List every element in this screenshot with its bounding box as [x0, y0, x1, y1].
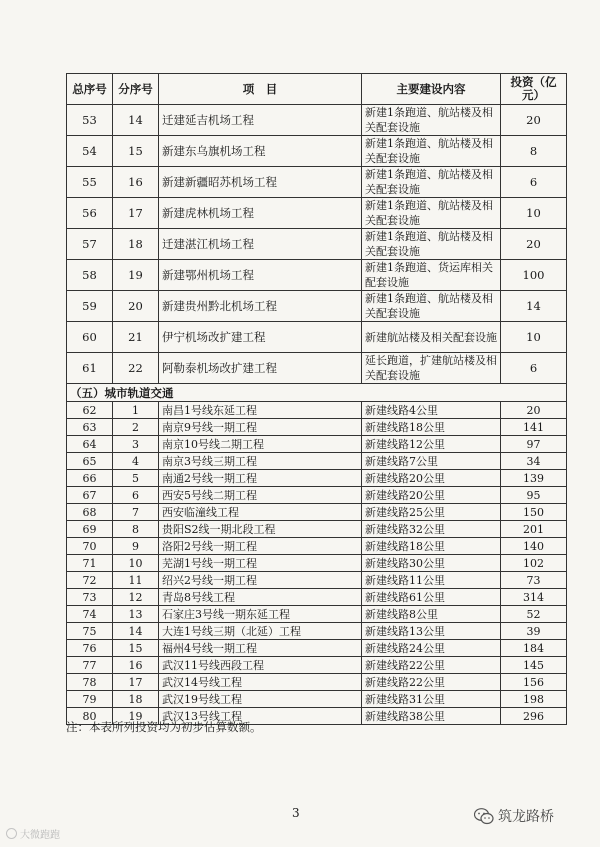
cell-content: 新建1条跑道、航站楼及相关配套设施: [362, 136, 501, 167]
cell-total-no: 65: [67, 453, 113, 470]
rail-row: [67, 402, 567, 419]
rail-row: [67, 691, 567, 708]
cell-content: 新建1条跑道、航站楼及相关配套设施: [362, 229, 501, 260]
cell-project: 石家庄3号线一期东延工程: [159, 606, 362, 623]
cell-sub-no: 15: [113, 640, 159, 657]
cell-sub-no: 17: [113, 198, 159, 229]
cell-content: 新建1条跑道、航站楼及相关配套设施: [362, 198, 501, 229]
cell-content: 新建线路11公里: [362, 572, 501, 589]
cell-investment: 100: [501, 260, 567, 291]
cell-total-no: 80: [67, 708, 113, 725]
corner-watermark-text: 大微跑跑: [20, 830, 60, 841]
table-header-row: [67, 74, 567, 105]
cell-project: 青岛8号线工程: [159, 589, 362, 606]
cell-content: 新建线路61公里: [362, 589, 501, 606]
cell-project: 洛阳2号线一期工程: [159, 538, 362, 555]
cell-content: 新建线路8公里: [362, 606, 501, 623]
airport-row: [67, 260, 567, 291]
cell-total-no: 58: [67, 260, 113, 291]
project-table: [66, 73, 567, 725]
cell-sub-no: 7: [113, 504, 159, 521]
cell-sub-no: 6: [113, 487, 159, 504]
cell-investment: 20: [501, 229, 567, 260]
cell-project: 南京10号线二期工程: [159, 436, 362, 453]
cell-sub-no: 2: [113, 419, 159, 436]
header-investment: 投资（亿元）: [501, 74, 567, 105]
cell-project: 福州4号线一期工程: [159, 640, 362, 657]
cell-total-no: 76: [67, 640, 113, 657]
corner-watermark: [6, 826, 60, 841]
cell-total-no: 56: [67, 198, 113, 229]
cell-sub-no: 12: [113, 589, 159, 606]
cell-project: 大连1号线三期（北延）工程: [159, 623, 362, 640]
cell-sub-no: 15: [113, 136, 159, 167]
airport-row: [67, 353, 567, 384]
cell-project: 迁建湛江机场工程: [159, 229, 362, 260]
cell-sub-no: 8: [113, 521, 159, 538]
cell-total-no: 66: [67, 470, 113, 487]
corner-logo-icon: [6, 828, 17, 839]
airport-section: [67, 105, 567, 384]
rail-row: [67, 419, 567, 436]
cell-sub-no: 22: [113, 353, 159, 384]
cell-sub-no: 16: [113, 167, 159, 198]
cell-project: 西安临潼线工程: [159, 504, 362, 521]
cell-investment: 156: [501, 674, 567, 691]
cell-investment: 20: [501, 402, 567, 419]
cell-content: 新建航站楼及相关配套设施: [362, 322, 501, 353]
cell-total-no: 75: [67, 623, 113, 640]
cell-project: 迁建延吉机场工程: [159, 105, 362, 136]
cell-total-no: 60: [67, 322, 113, 353]
cell-total-no: 68: [67, 504, 113, 521]
rail-row: [67, 572, 567, 589]
cell-total-no: 74: [67, 606, 113, 623]
cell-investment: 150: [501, 504, 567, 521]
cell-total-no: 62: [67, 402, 113, 419]
cell-sub-no: 9: [113, 538, 159, 555]
rail-row: [67, 504, 567, 521]
cell-investment: 95: [501, 487, 567, 504]
cell-investment: 10: [501, 322, 567, 353]
cell-investment: 201: [501, 521, 567, 538]
cell-project: 贵阳S2线一期北段工程: [159, 521, 362, 538]
airport-row: [67, 105, 567, 136]
cell-content: 新建线路25公里: [362, 504, 501, 521]
cell-sub-no: 18: [113, 229, 159, 260]
airport-row: [67, 229, 567, 260]
cell-sub-no: 17: [113, 674, 159, 691]
cell-project: 伊宁机场改扩建工程: [159, 322, 362, 353]
cell-total-no: 55: [67, 167, 113, 198]
cell-investment: 314: [501, 589, 567, 606]
cell-project: 新建鄂州机场工程: [159, 260, 362, 291]
cell-sub-no: 21: [113, 322, 159, 353]
wechat-icon: [474, 808, 494, 825]
cell-project: 绍兴2号线一期工程: [159, 572, 362, 589]
cell-investment: 39: [501, 623, 567, 640]
rail-row: [67, 606, 567, 623]
cell-investment: 20: [501, 105, 567, 136]
cell-investment: 140: [501, 538, 567, 555]
cell-content: 新建1条跑道、货运库相关配套设施: [362, 260, 501, 291]
wechat-account-name: 筑龙路桥: [498, 809, 554, 825]
cell-total-no: 54: [67, 136, 113, 167]
table-note: 注：本表所列投资均为初步估算数额。: [66, 720, 262, 734]
cell-content: 新建线路22公里: [362, 674, 501, 691]
cell-investment: 145: [501, 657, 567, 674]
cell-investment: 198: [501, 691, 567, 708]
cell-sub-no: 4: [113, 453, 159, 470]
cell-content: 新建线路32公里: [362, 521, 501, 538]
airport-row: [67, 291, 567, 322]
cell-content: 延长跑道，扩建航站楼及相关配套设施: [362, 353, 501, 384]
page-number: 3: [292, 806, 300, 820]
rail-row: [67, 589, 567, 606]
cell-project: 阿勒泰机场改扩建工程: [159, 353, 362, 384]
rail-row: [67, 657, 567, 674]
cell-total-no: 77: [67, 657, 113, 674]
rail-section: [67, 402, 567, 725]
cell-sub-no: 10: [113, 555, 159, 572]
cell-project: 武汉13号线工程: [159, 708, 362, 725]
cell-sub-no: 5: [113, 470, 159, 487]
cell-project: 南京9号线一期工程: [159, 419, 362, 436]
cell-sub-no: 14: [113, 105, 159, 136]
rail-row: [67, 674, 567, 691]
cell-investment: 34: [501, 453, 567, 470]
cell-total-no: 78: [67, 674, 113, 691]
cell-investment: 14: [501, 291, 567, 322]
cell-content: 新建线路4公里: [362, 402, 501, 419]
cell-content: 新建线路7公里: [362, 453, 501, 470]
header-total-no: 总序号: [67, 74, 113, 105]
cell-content: 新建线路20公里: [362, 470, 501, 487]
cell-total-no: 57: [67, 229, 113, 260]
cell-project: 南京3号线三期工程: [159, 453, 362, 470]
cell-content: 新建1条跑道、航站楼及相关配套设施: [362, 167, 501, 198]
cell-investment: 141: [501, 419, 567, 436]
cell-sub-no: 16: [113, 657, 159, 674]
cell-total-no: 73: [67, 589, 113, 606]
cell-content: 新建线路30公里: [362, 555, 501, 572]
cell-investment: 6: [501, 353, 567, 384]
cell-investment: 10: [501, 198, 567, 229]
cell-content: 新建1条跑道、航站楼及相关配套设施: [362, 105, 501, 136]
cell-sub-no: 19: [113, 708, 159, 725]
rail-row: [67, 538, 567, 555]
cell-investment: 296: [501, 708, 567, 725]
cell-content: 新建线路24公里: [362, 640, 501, 657]
cell-investment: 73: [501, 572, 567, 589]
header-project: 项 目: [159, 74, 362, 105]
airport-row: [67, 136, 567, 167]
cell-total-no: 69: [67, 521, 113, 538]
cell-investment: 97: [501, 436, 567, 453]
cell-sub-no: 13: [113, 606, 159, 623]
cell-content: 新建线路31公里: [362, 691, 501, 708]
cell-total-no: 59: [67, 291, 113, 322]
cell-investment: 184: [501, 640, 567, 657]
airport-row: [67, 322, 567, 353]
cell-project: 武汉11号线西段工程: [159, 657, 362, 674]
cell-total-no: 79: [67, 691, 113, 708]
cell-project: 新建东乌旗机场工程: [159, 136, 362, 167]
cell-content: 新建线路18公里: [362, 538, 501, 555]
cell-sub-no: 20: [113, 291, 159, 322]
cell-total-no: 61: [67, 353, 113, 384]
cell-total-no: 70: [67, 538, 113, 555]
cell-sub-no: 14: [113, 623, 159, 640]
cell-content: 新建线路13公里: [362, 623, 501, 640]
cell-project: 芜湖1号线一期工程: [159, 555, 362, 572]
header-content: 主要建设内容: [362, 74, 501, 105]
cell-project: 南通2号线一期工程: [159, 470, 362, 487]
cell-sub-no: 11: [113, 572, 159, 589]
cell-sub-no: 3: [113, 436, 159, 453]
cell-project: 西安5号线二期工程: [159, 487, 362, 504]
cell-project: 南昌1号线东延工程: [159, 402, 362, 419]
rail-row: [67, 521, 567, 538]
cell-investment: 52: [501, 606, 567, 623]
section-title: （五）城市轨道交通: [67, 384, 567, 402]
cell-investment: 8: [501, 136, 567, 167]
cell-total-no: 63: [67, 419, 113, 436]
cell-content: 新建线路20公里: [362, 487, 501, 504]
cell-sub-no: 1: [113, 402, 159, 419]
cell-sub-no: 18: [113, 691, 159, 708]
cell-investment: 139: [501, 470, 567, 487]
cell-total-no: 64: [67, 436, 113, 453]
cell-investment: 102: [501, 555, 567, 572]
airport-row: [67, 198, 567, 229]
rail-row: [67, 640, 567, 657]
cell-total-no: 71: [67, 555, 113, 572]
wechat-watermark: [474, 806, 554, 826]
section-row: [67, 384, 567, 402]
cell-content: 新建线路22公里: [362, 657, 501, 674]
cell-content: 新建线路38公里: [362, 708, 501, 725]
cell-sub-no: 19: [113, 260, 159, 291]
cell-project: 武汉19号线工程: [159, 691, 362, 708]
cell-content: 新建线路12公里: [362, 436, 501, 453]
header-sub-no: 分序号: [113, 74, 159, 105]
airport-row: [67, 167, 567, 198]
rail-row: [67, 453, 567, 470]
rail-row: [67, 470, 567, 487]
rail-row: [67, 623, 567, 640]
cell-project: 武汉14号线工程: [159, 674, 362, 691]
cell-project: 新建贵州黔北机场工程: [159, 291, 362, 322]
cell-total-no: 72: [67, 572, 113, 589]
rail-row: [67, 487, 567, 504]
cell-project: 新建虎林机场工程: [159, 198, 362, 229]
rail-row: [67, 555, 567, 572]
cell-total-no: 53: [67, 105, 113, 136]
cell-content: 新建线路18公里: [362, 419, 501, 436]
cell-project: 新建新疆昭苏机场工程: [159, 167, 362, 198]
cell-total-no: 67: [67, 487, 113, 504]
cell-investment: 6: [501, 167, 567, 198]
cell-content: 新建1条跑道、航站楼及相关配套设施: [362, 291, 501, 322]
rail-row: [67, 436, 567, 453]
